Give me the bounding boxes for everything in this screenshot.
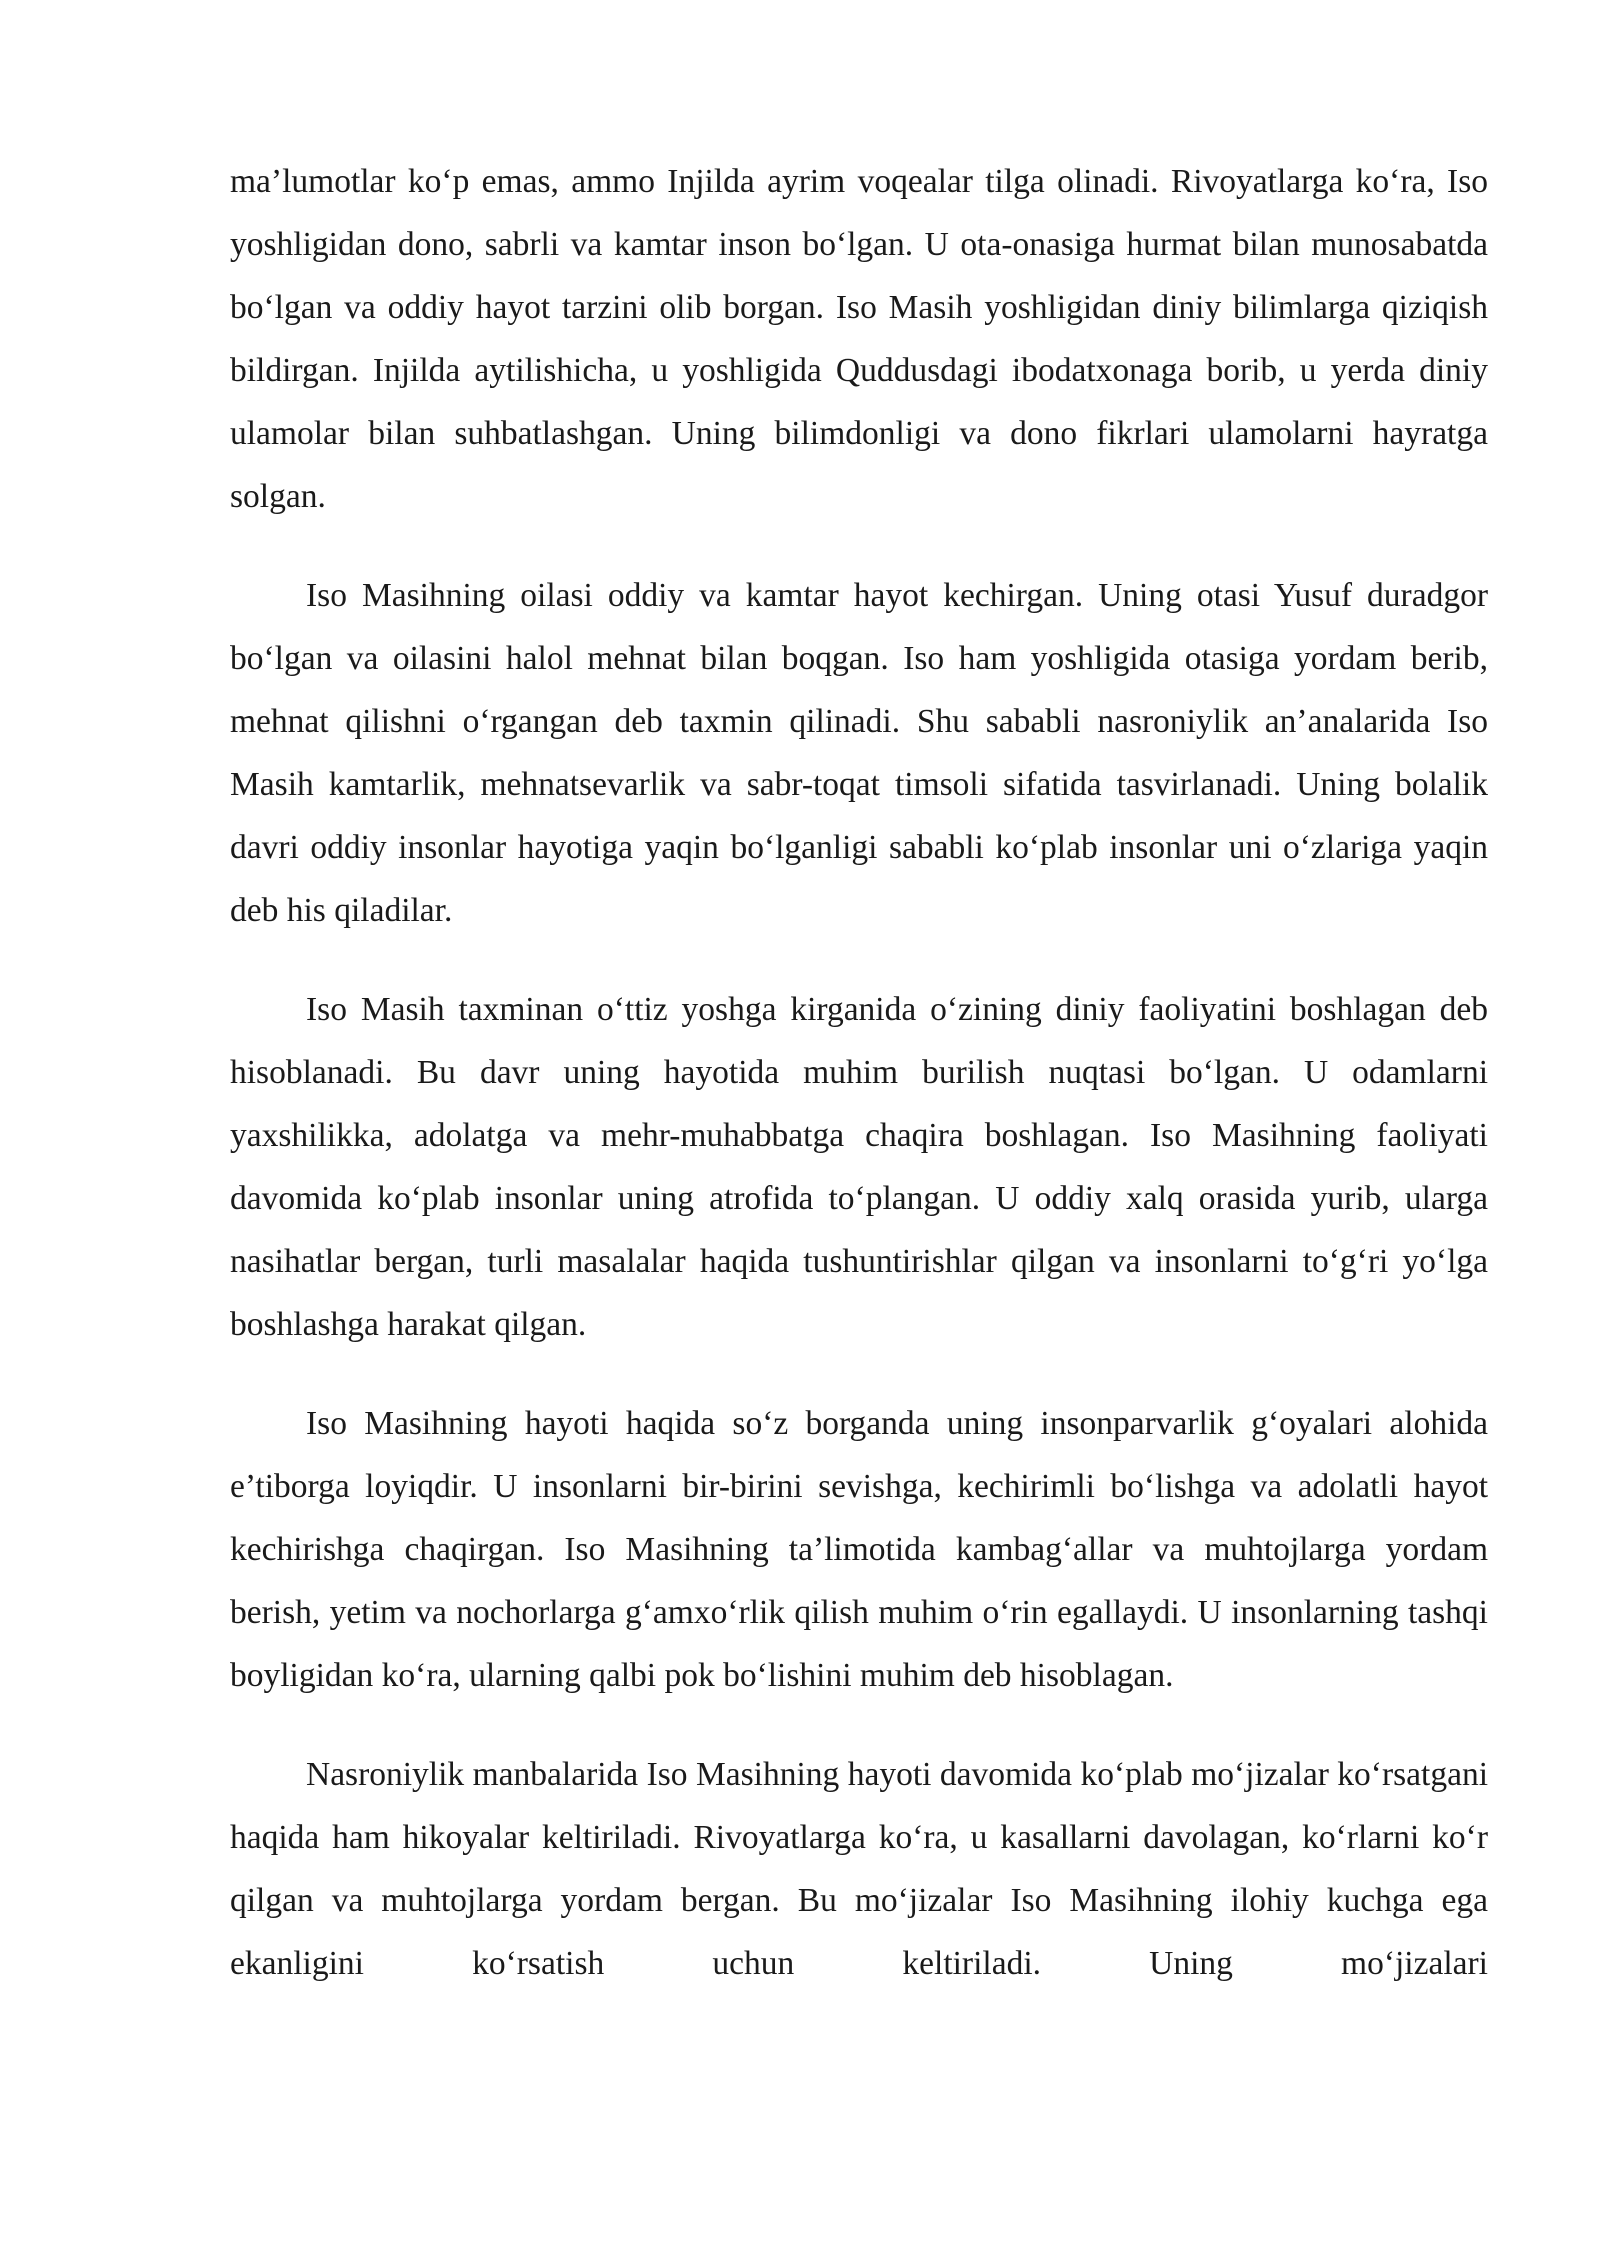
- paragraph-5: Nasroniylik manbalarida Iso Masihning hayoti davomida ko‘plab mo‘jizalar ko‘rsatgani haqida ham hikoyalar keltiriladi. Rivoyatlarga ko‘ra, u kasallarni davolagan, ko‘rlarni ko‘r qilgan va muhtojlarga yordam bergan. Bu mo‘jizalar Iso Masihning ilohiy kuchga ega ekanligini ko‘rsatish uchun keltiriladi. Uning mo‘jizalari: [230, 1756, 1488, 1982]
- paragraph-2: Iso Masihning oilasi oddiy va kamtar hayot kechirgan. Uning otasi Yusuf duradgor bo‘lgan va oilasini halol mehnat bilan boqgan. Iso ham yoshligida otasiga yordam berib, mehnat qilishni o‘rgangan deb taxmin qilinadi. Shu sababli nasroniylik an’analarida Iso Masih kamtarlik, mehnatsevarlik va sabr-toqat timsoli sifatida tasvirlanadi. Uning bolalik davri oddiy insonlar hayotiga yaqin bo‘lganligi sababli ko‘plab insonlar uni o‘zlariga yaqin deb his qiladilar.: [230, 577, 1488, 929]
- paragraph-1: ma’lumotlar ko‘p emas, ammo Injilda ayrim voqealar tilga olinadi. Rivoyatlarga ko‘ra, Iso yoshligidan dono, sabrli va kamtar inson bo‘lgan. U ota-onasiga hurmat bilan munosabatda bo‘lgan va oddiy hayot tarzini olib borgan. Iso Masih yoshligidan diniy bilimlarga qiziqish bildirgan. Injilda aytilishicha, u yoshligida Quddusdagi ibodatxonaga borib, u yerda diniy ulamolar bilan suhbatlashgan. Uning bilimdonligi va dono fikrlari ulamolarni hayratga solgan.: [230, 163, 1488, 515]
- body-text: [230, 150, 1488, 2031]
- paragraph-3: Iso Masih taxminan o‘ttiz yoshga kirganida o‘zining diniy faoliyatini boshlagan deb hisoblanadi. Bu davr uning hayotida muhim burilish nuqtasi bo‘lgan. U odamlarni yaxshilikka, adolatga va mehr-muhabbatga chaqira boshlagan. Iso Masihning faoliyati davomida ko‘plab insonlar uning atrofida to‘plangan. U oddiy xalq orasida yurib, ularga nasihatlar bergan, turli masalalar haqida tushuntirishlar qilgan va insonlarni to‘g‘ri yo‘lga boshlashga harakat qilgan.: [230, 991, 1488, 1343]
- paragraph-4: Iso Masihning hayoti haqida so‘z borganda uning insonparvarlik g‘oyalari alohida e’tiborga loyiqdir. U insonlarni bir-birini sevishga, kechirimli bo‘lishga va adolatli hayot kechirishga chaqirgan. Iso Masihning ta’limotida kambag‘allar va muhtojlarga yordam berish, yetim va nochorlarga g‘amxo‘rlik qilish muhim o‘rin egallaydi. U insonlarning tashqi boyligidan ko‘ra, ularning qalbi pok bo‘lishini muhim deb hisoblagan.: [230, 1405, 1488, 1694]
